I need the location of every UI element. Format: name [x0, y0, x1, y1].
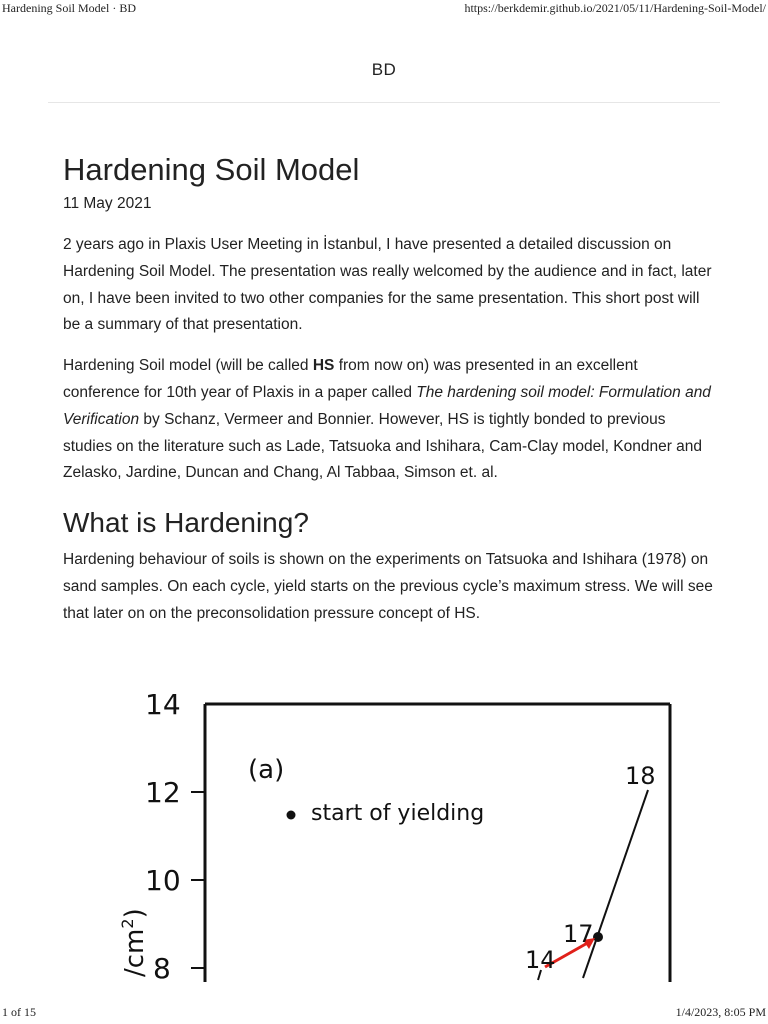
print-header-title: Hardening Soil Model · BD	[2, 1, 136, 15]
y-axis-label	[118, 908, 150, 977]
y-tick-label: 8	[153, 952, 171, 982]
point-label-14: 14	[525, 946, 556, 974]
y-tick-label: 12	[145, 776, 181, 809]
site-title-link[interactable]: BD	[371, 60, 397, 79]
post-content	[63, 150, 713, 628]
post-title: Hardening Soil Model	[63, 152, 360, 187]
hs-abbreviation: HS	[312, 357, 335, 375]
yielding-figure	[95, 672, 695, 982]
paragraph-hardening: Hardening behaviour of soils is shown on the experiments on Tatsuoka and Ishihara (1978) on sand samples. On each cycle, yield starts on the previous cycle’s maximum stress. We will see that later on on the preconsolidation pressure concept of HS.	[63, 551, 713, 622]
paper-title: The hardening soil model: Formulation and Verification	[63, 383, 711, 428]
y-tick-label: 10	[145, 864, 181, 897]
section-heading: What is Hardening?	[63, 507, 309, 539]
paragraph-text: from now on) was presented in an excellent conference for 10th year of Plaxis in a paper called	[63, 357, 638, 401]
page-count: 1 of 15	[2, 1005, 36, 1019]
point-label-18: 18	[625, 762, 656, 790]
site-header	[48, 60, 720, 103]
y-axis-label-paren: )	[120, 908, 150, 919]
legend-text: start of yielding	[311, 801, 485, 826]
yield-point-17	[593, 932, 603, 942]
post-date: 11 May 2021	[63, 195, 152, 212]
y-axis-label-exponent: 2	[118, 918, 137, 929]
y-tick-label: 14	[145, 688, 181, 721]
point-label-17: 17	[563, 920, 594, 948]
panel-label: (a)	[248, 755, 285, 785]
paragraph-hs-background	[63, 353, 713, 487]
print-header-url: https://berkdemir.github.io/2021/05/11/Hardening-Soil-Model/	[464, 1, 766, 15]
print-header	[0, 0, 768, 20]
loading-curve-18	[583, 790, 648, 978]
legend-marker	[287, 811, 296, 820]
yielding-figure-image	[95, 672, 695, 982]
paragraph-intro: 2 years ago in Plaxis User Meeting in İstanbul, I have presented a detailed discussion on Hardening Soil Model. The presentation was really welcomed by the audience and in fact, later on, I have been invited to two other companies for the same presentation. This short post will be a summary of that presentation.	[63, 236, 712, 334]
paragraph-text: by Schanz, Vermeer and Bonnier. However, HS is tightly bonded to previous studies on the literature such as Lade, Tatsuoka and Ishihara, Cam-Clay model, Kondner and Zelasko, Jardine, Duncan and Chang, Al Tabbaa, Simson et. al.	[63, 410, 703, 482]
paragraph-text: Hardening Soil model (will be called	[63, 357, 313, 375]
print-timestamp: 1/4/2023, 8:05 PM	[675, 1005, 766, 1019]
print-footer	[0, 1004, 768, 1024]
y-axis-label-text: /cm	[120, 928, 150, 977]
